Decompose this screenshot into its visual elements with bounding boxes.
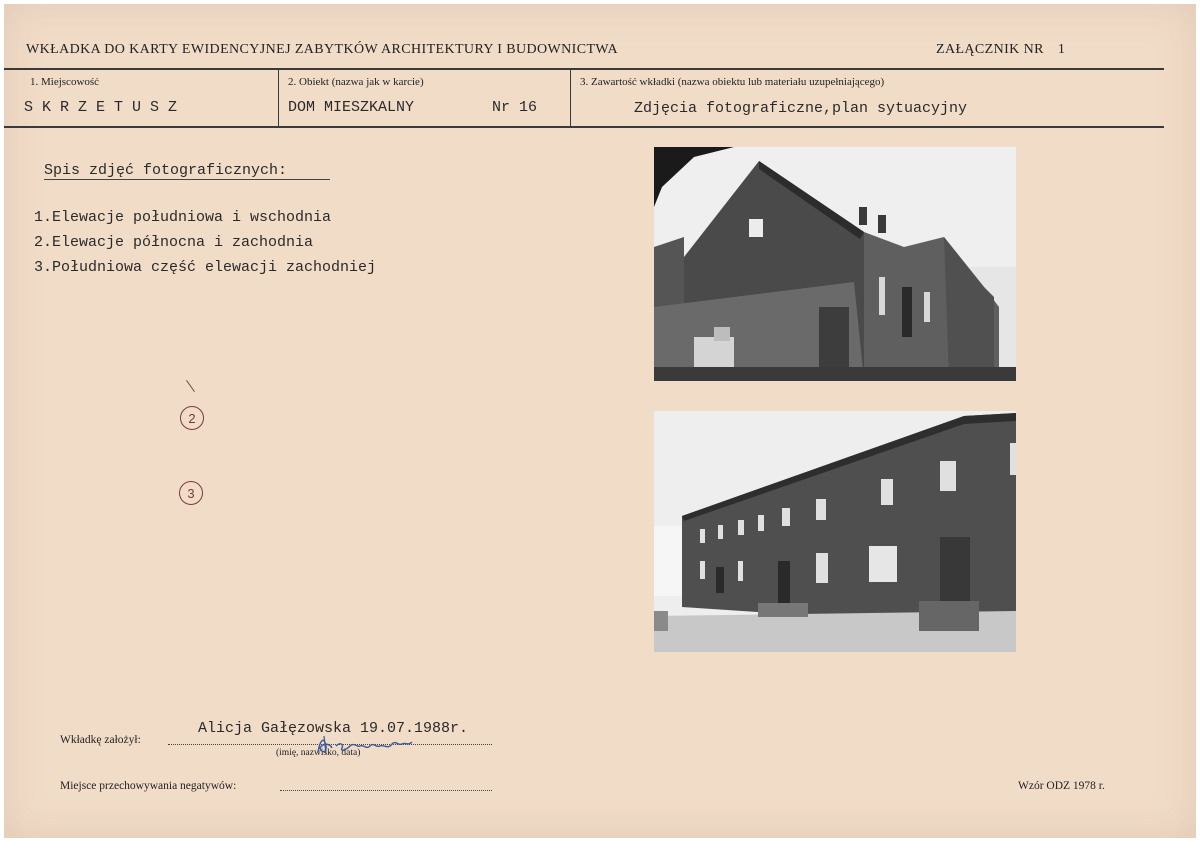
photo-1-south-east-elevation bbox=[654, 147, 1016, 381]
created-by-value: Alicja Gałęzowska 19.07.1988r. bbox=[198, 720, 469, 737]
created-by-label: Wkładkę założył: bbox=[60, 734, 141, 746]
locality-label: 1. Miejscowość bbox=[30, 76, 100, 88]
photo-marker-2: 2 bbox=[180, 406, 204, 430]
photo-list-item: 1.Elewacje południowa i wschodnia bbox=[34, 209, 332, 226]
locality-value: SKRZETUSZ bbox=[24, 99, 187, 116]
photo-2-north-west-elevation bbox=[654, 411, 1016, 652]
field-divider-2 bbox=[570, 70, 571, 126]
record-sheet bbox=[4, 4, 1196, 838]
object-number: Nr 16 bbox=[492, 99, 538, 116]
handwritten-signature bbox=[314, 732, 414, 758]
content-value: Zdjęcia fotograficzne,plan sytuacyjny bbox=[634, 100, 968, 117]
object-label: 2. Obiekt (nazwa jak w karcie) bbox=[288, 76, 424, 88]
form-version: Wzór ODZ 1978 r. bbox=[1018, 780, 1105, 792]
header-rule-bottom bbox=[4, 126, 1164, 128]
annex-label: ZAŁĄCZNIK NR bbox=[936, 42, 1044, 57]
content-label: 3. Zawartość wkładki (nazwa obiektu lub materiału uzupełniającego) bbox=[580, 76, 885, 88]
negatives-location-label: Miejsce przechowywania negatywów: bbox=[60, 780, 237, 792]
photo-2-image bbox=[654, 411, 1016, 652]
annex-number: 1 bbox=[1057, 42, 1066, 57]
field-divider-1 bbox=[278, 70, 279, 126]
photo-list-heading-underline bbox=[44, 179, 330, 180]
document-title: WKŁADKA DO KARTY EWIDENCYJNEJ ZABYTKÓW ARCHITEKTURY I BUDOWNICTWA bbox=[26, 42, 618, 57]
photo-list-heading: Spis zdjęć fotograficznych: bbox=[44, 162, 288, 179]
annex-label-group bbox=[936, 42, 1065, 58]
negatives-location-dotted-line bbox=[280, 790, 492, 791]
object-value: DOM MIESZKALNY bbox=[288, 99, 415, 116]
photo-marker-3: 3 bbox=[179, 481, 203, 505]
photo-list-item: 2.Elewacje północna i zachodnia bbox=[34, 234, 314, 251]
pencil-tick-mark bbox=[186, 380, 195, 392]
created-by-hint: (imię, nazwisko, data) bbox=[276, 748, 361, 758]
photo-1-image bbox=[654, 147, 1016, 381]
header-rule-top bbox=[4, 68, 1164, 70]
photo-list-item: 3.Południowa część elewacji zachodniej bbox=[34, 259, 377, 276]
